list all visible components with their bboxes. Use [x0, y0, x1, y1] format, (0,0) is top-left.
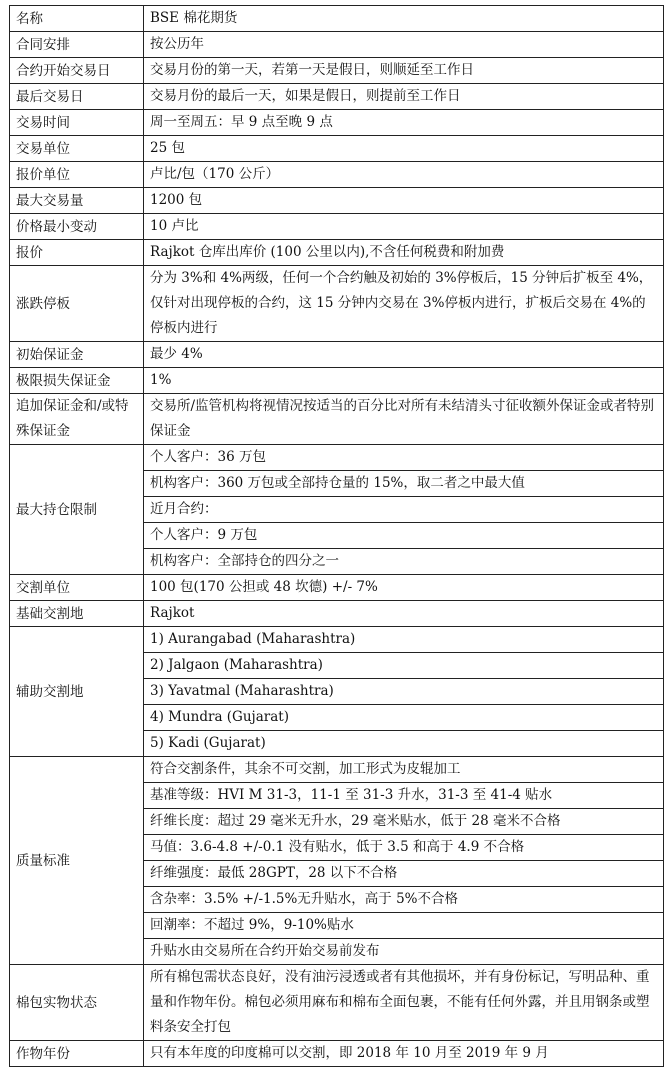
field-value: 机构客户：全部持仓的四分之一 [144, 549, 664, 575]
table-row [10, 342, 664, 368]
table-row [10, 240, 664, 266]
field-label: 作物年份 [10, 1041, 144, 1067]
field-value: 纤维长度：超过 29 毫米无升水，29 毫米贴水，低于 28 毫米不合格 [144, 809, 664, 835]
field-value: 符合交割条件，其余不可交割，加工形式为皮辊加工 [144, 757, 664, 783]
field-value: 回潮率：不超过 9%，9-10%贴水 [144, 913, 664, 939]
field-label: 交易单位 [10, 136, 144, 162]
field-value: 5) Kadi (Gujarat) [144, 731, 664, 757]
field-value: 交易月份的最后一天，如果是假日，则提前至工作日 [144, 84, 664, 110]
contract-spec-table [9, 5, 664, 1067]
field-label: 交易时间 [10, 110, 144, 136]
field-value: 25 包 [144, 136, 664, 162]
field-label: 报价 [10, 240, 144, 266]
table-row [10, 110, 664, 136]
field-label: 最大交易量 [10, 188, 144, 214]
table-row [10, 6, 664, 32]
field-value: 交易所/监管机构将视情况按适当的百分比对所有未结清头寸征收额外保证金或者特别保证金 [144, 394, 664, 445]
table-row [10, 445, 664, 471]
field-value: 按公历年 [144, 32, 664, 58]
field-label: 合同安排 [10, 32, 144, 58]
field-value: 1200 包 [144, 188, 664, 214]
field-value: 个人客户：9 万包 [144, 523, 664, 549]
field-label: 合约开始交易日 [10, 58, 144, 84]
field-label: 质量标准 [10, 757, 144, 965]
field-value: BSE 棉花期货 [144, 6, 664, 32]
field-value: 近月合约： [144, 497, 664, 523]
table-row [10, 188, 664, 214]
field-value: 交易月份的第一天，若第一天是假日，则顺延至工作日 [144, 58, 664, 84]
field-value: 只有本年度的印度棉可以交割，即 2018 年 10 月至 2019 年 9 月 [144, 1041, 664, 1067]
table-row [10, 757, 664, 783]
table-row [10, 394, 664, 445]
field-value: 所有棉包需状态良好，没有油污浸透或者有其他损坏，并有身份标记，写明品种、重量和作物年份。棉包必须用麻布和棉布全面包裹，不能有任何外露，并且用钢条或塑料条安全打包 [144, 965, 664, 1041]
field-label: 名称 [10, 6, 144, 32]
field-label: 最大持仓限制 [10, 445, 144, 575]
table-row [10, 368, 664, 394]
field-label: 辅助交割地 [10, 627, 144, 757]
field-value: 100 包(170 公担或 48 坎德) +/- 7% [144, 575, 664, 601]
table-row [10, 627, 664, 653]
field-label: 涨跌停板 [10, 266, 144, 342]
field-value: 1) Aurangabad (Maharashtra) [144, 627, 664, 653]
table-row [10, 58, 664, 84]
table-row [10, 84, 664, 110]
field-value: Rajkot [144, 601, 664, 627]
field-value: 机构客户：360 万包或全部持仓量的 15%，取二者之中最大值 [144, 471, 664, 497]
field-value: 最少 4% [144, 342, 664, 368]
field-value: 周一至周五：早 9 点至晚 9 点 [144, 110, 664, 136]
table-row [10, 214, 664, 240]
field-label: 交割单位 [10, 575, 144, 601]
field-value: 2) Jalgaon (Maharashtra) [144, 653, 664, 679]
field-value: 升贴水由交易所在合约开始交易前发布 [144, 939, 664, 965]
field-label: 棉包实物状态 [10, 965, 144, 1041]
field-value: 纤维强度：最低 28GPT，28 以下不合格 [144, 861, 664, 887]
field-value: Rajkot 仓库出库价 (100 公里以内),不含任何税费和附加费 [144, 240, 664, 266]
table-row [10, 575, 664, 601]
table-row [10, 965, 664, 1041]
field-value: 1% [144, 368, 664, 394]
table-row [10, 32, 664, 58]
table-body [10, 6, 664, 1067]
field-label: 基础交割地 [10, 601, 144, 627]
field-label: 追加保证金和/或特殊保证金 [10, 394, 144, 445]
table-row [10, 136, 664, 162]
field-label: 最后交易日 [10, 84, 144, 110]
field-label: 极限损失保证金 [10, 368, 144, 394]
table-row [10, 266, 664, 342]
field-value: 4) Mundra (Gujarat) [144, 705, 664, 731]
field-value: 卢比/包（170 公斤） [144, 162, 664, 188]
field-value: 基准等级：HVI M 31-3，11-1 至 31-3 升水，31-3 至 41-4 贴水 [144, 783, 664, 809]
field-value: 含杂率：3.5% +/-1.5%无升贴水，高于 5%不合格 [144, 887, 664, 913]
field-label: 初始保证金 [10, 342, 144, 368]
field-label: 报价单位 [10, 162, 144, 188]
field-label: 价格最小变动 [10, 214, 144, 240]
field-value: 10 卢比 [144, 214, 664, 240]
field-value: 个人客户：36 万包 [144, 445, 664, 471]
field-value: 马值：3.6-4.8 +/-0.1 没有贴水，低于 3.5 和高于 4.9 不合格 [144, 835, 664, 861]
table-row [10, 601, 664, 627]
field-value: 3) Yavatmal (Maharashtra) [144, 679, 664, 705]
table-row [10, 1041, 664, 1067]
field-value: 分为 3%和 4%两级，任何一个合约触及初始的 3%停板后，15 分钟后扩板至 4%，仅针对出现停板的合约，这 15 分钟内交易在 3%停板内进行，扩板后交易在 4%的停板内进行 [144, 266, 664, 342]
table-row [10, 162, 664, 188]
